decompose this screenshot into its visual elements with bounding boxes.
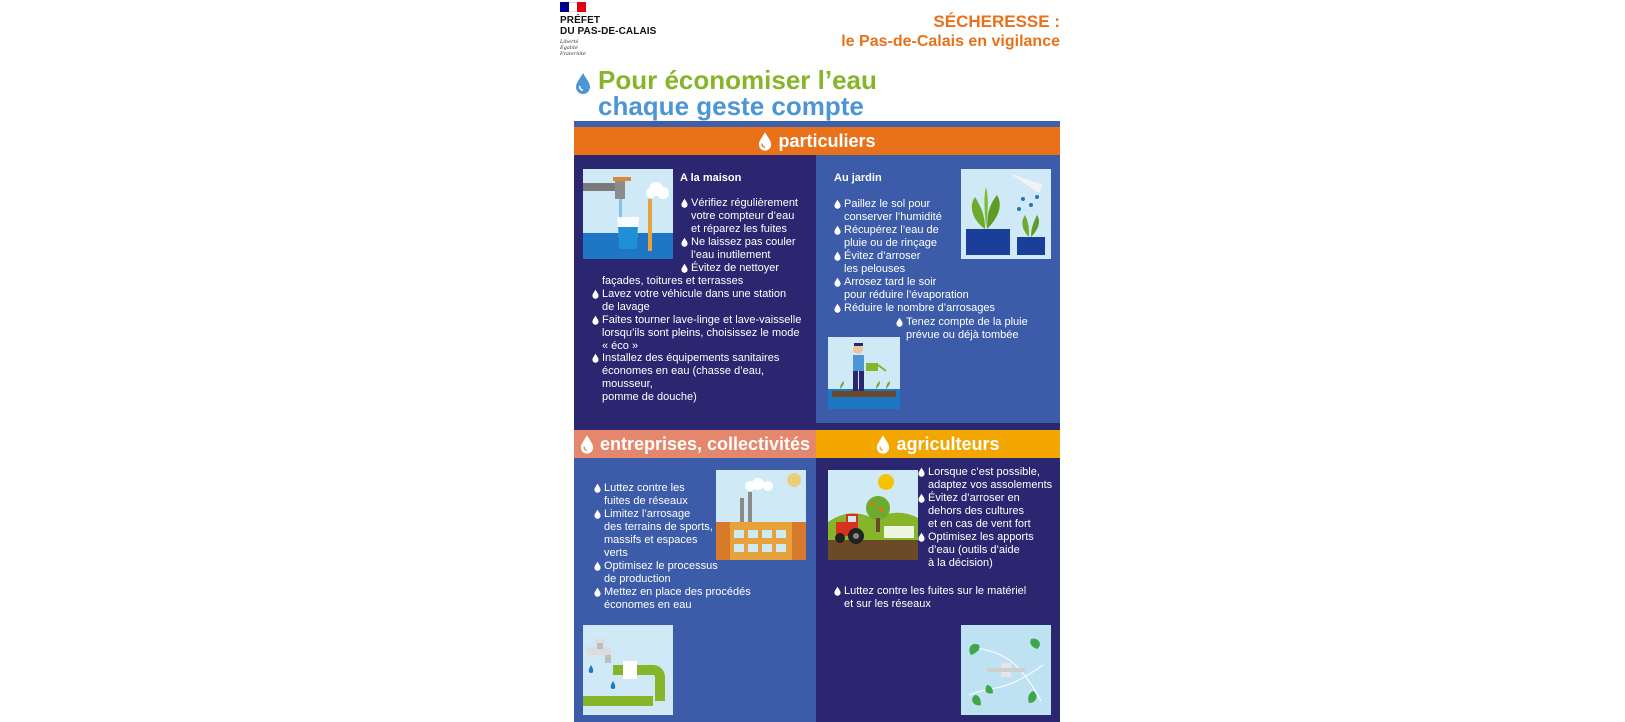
list-item: Réduire le nombre d’arrosages bbox=[844, 302, 995, 315]
section-header-agriculteurs bbox=[816, 430, 1060, 458]
drop-bullet-icon bbox=[594, 587, 601, 597]
drop-bullet-icon bbox=[594, 483, 601, 493]
drop-bullet-icon bbox=[592, 353, 599, 363]
panel-jardin bbox=[816, 155, 1060, 423]
section-title: agriculteurs bbox=[896, 433, 1000, 454]
pipe-tap-illustration bbox=[583, 625, 673, 715]
drop-bullet-icon bbox=[918, 467, 925, 477]
list-item: Faites tourner lave-linge et lave-vaisselle lorsqu’ils sont pleins, choisissez le mode « éco » bbox=[602, 314, 801, 353]
poster bbox=[560, 0, 1060, 722]
subsection-title: A la maison bbox=[680, 172, 742, 184]
drop-bullet-icon bbox=[594, 561, 601, 571]
section-title: particuliers bbox=[778, 130, 876, 151]
panel-entreprises bbox=[574, 458, 816, 722]
drop-bullet-icon bbox=[896, 317, 903, 327]
panel-maison bbox=[574, 155, 816, 423]
list-item: Évitez d’arroser en dehors des cultures et en cas de vent fort bbox=[928, 492, 1031, 531]
list-item: Arrosez tard le soir pour réduire l’évaporation bbox=[844, 276, 969, 302]
water-drop-icon bbox=[575, 72, 591, 94]
drop-bullet-icon bbox=[681, 237, 688, 247]
drop-bullet-icon bbox=[918, 493, 925, 503]
list-item: Lorsque c’est possible, adaptez vos assolements bbox=[928, 466, 1052, 492]
drop-bullet-icon bbox=[918, 532, 925, 542]
prefet-logo bbox=[560, 2, 680, 57]
section-header-entreprises bbox=[574, 430, 816, 458]
page-title bbox=[841, 12, 1060, 52]
list-item: Lavez votre véhicule dans une station de lavage bbox=[602, 288, 786, 314]
drop-bullet-icon bbox=[681, 198, 688, 208]
list-item: Installez des équipements sanitaires économes en eau (chasse d’eau, mousseur, pomme de douche) bbox=[602, 352, 816, 404]
motto: Liberté Égalité Fraternité bbox=[560, 39, 586, 57]
drop-bullet-icon bbox=[834, 199, 841, 209]
drop-bullet-icon bbox=[594, 509, 601, 519]
drop-bullet-icon bbox=[834, 303, 841, 313]
list-item: Optimisez les apports d’eau (outils d’aide à la décision) bbox=[928, 531, 1034, 570]
list-item: Limitez l’arrosage des terrains de sports, massifs et espaces verts bbox=[604, 508, 713, 560]
watering-plants-illustration bbox=[961, 169, 1051, 259]
drop-bullet-icon bbox=[681, 263, 688, 273]
list-item: Paillez le sol pour conserver l’humidité bbox=[844, 198, 942, 224]
list-item: Luttez contre les fuites de réseaux bbox=[604, 482, 688, 508]
divider-band bbox=[574, 423, 1060, 430]
irrigation-sprinkler-illustration bbox=[961, 625, 1051, 715]
list-item: Évitez de nettoyer façades, toitures et terrasses bbox=[602, 262, 780, 287]
headline-line1: Pour économiser l’eau bbox=[598, 65, 877, 95]
section-title: entreprises, collectivités bbox=[599, 433, 811, 454]
subsection-title: Au jardin bbox=[834, 172, 882, 184]
logo-line1: PRÉFET bbox=[560, 15, 601, 26]
drop-bullet-icon bbox=[592, 289, 599, 299]
section-header-particuliers bbox=[574, 127, 1060, 155]
list-item: Récupérez l’eau de pluie ou de rinçage bbox=[844, 224, 939, 250]
drop-bullet-icon bbox=[834, 225, 841, 235]
drop-bullet-icon bbox=[834, 277, 841, 287]
list-item: Optimisez le processus de production bbox=[604, 560, 718, 586]
water-drop-icon bbox=[876, 434, 890, 454]
drop-bullet-icon bbox=[834, 586, 841, 596]
list-item: Tenez compte de la pluie prévue ou déjà tombée bbox=[906, 316, 1028, 342]
water-drop-icon bbox=[758, 131, 772, 151]
list-item: Mettez en place des procédés économes en eau bbox=[604, 586, 751, 612]
factory-illustration bbox=[716, 470, 806, 560]
tap-glass-illustration bbox=[583, 169, 673, 259]
headline-line2: chaque geste compte bbox=[598, 91, 864, 121]
list-item: Évitez d’arroser les pelouses bbox=[844, 250, 920, 276]
gardener-illustration bbox=[828, 337, 900, 409]
drop-bullet-icon bbox=[592, 315, 599, 325]
list-item: Vérifiez régulièrement votre compteur d’eau et réparez les fuites bbox=[691, 197, 798, 236]
panel-agriculteurs bbox=[816, 458, 1060, 722]
list-item: Luttez contre les fuites sur le matériel et sur les réseaux bbox=[844, 585, 1026, 611]
logo-line2: DU PAS-DE-CALAIS bbox=[560, 26, 657, 37]
list-item: Ne laissez pas couler l’eau inutilement bbox=[691, 236, 796, 262]
tractor-field-illustration bbox=[828, 470, 918, 560]
french-flag-icon bbox=[560, 2, 586, 12]
title-line2: le Pas-de-Calais en vigilance bbox=[841, 33, 1060, 50]
title-line1: SÉCHERESSE : bbox=[933, 12, 1060, 31]
drop-bullet-icon bbox=[834, 251, 841, 261]
water-drop-icon bbox=[580, 434, 594, 454]
